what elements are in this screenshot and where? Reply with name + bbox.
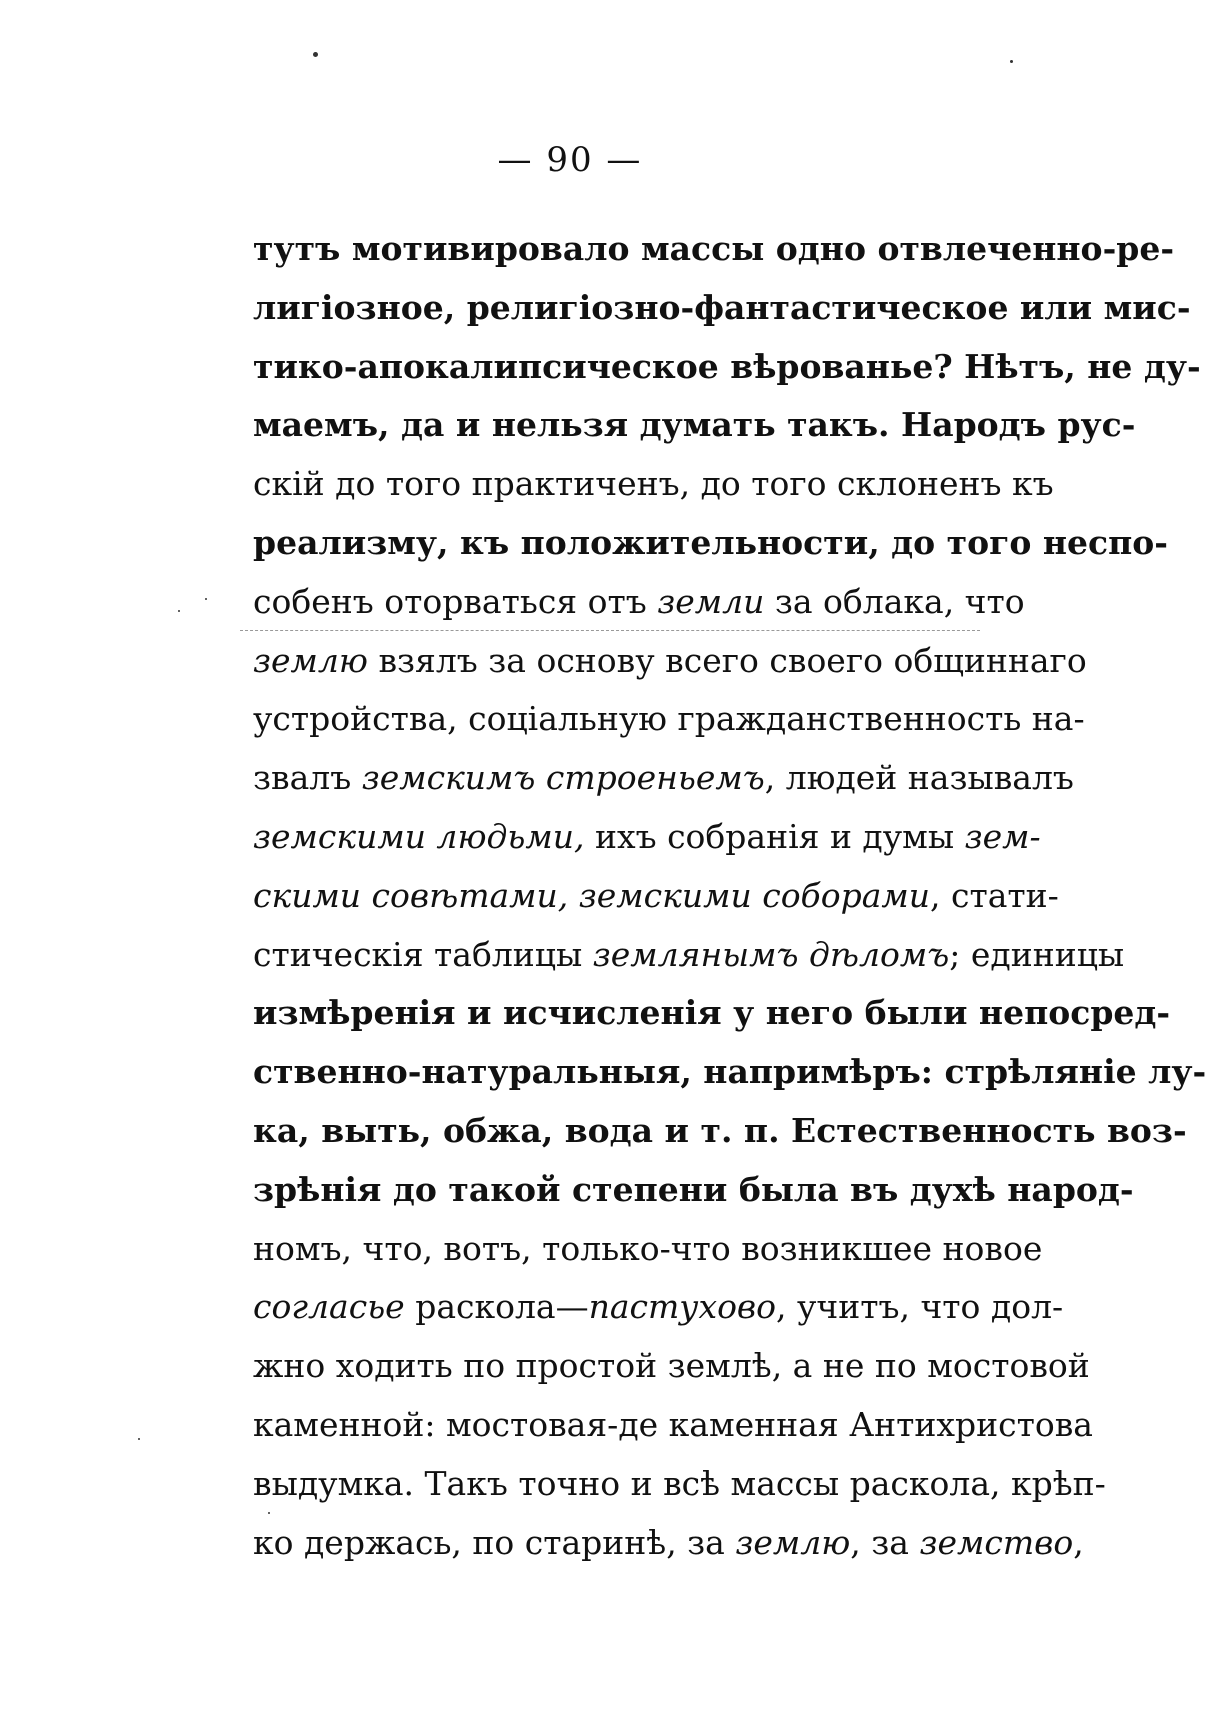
text-segment: тутъ мотивировало массы одно отвлеченно-ре- — [253, 229, 1175, 268]
text-line — [253, 1043, 1206, 1102]
text-segment: за облака, что — [764, 581, 1025, 621]
emphasized-text: скими совѣтами, земскими соборами — [253, 875, 930, 915]
text-segment: раскола— — [404, 1287, 589, 1327]
text-line — [253, 338, 1201, 397]
emphasized-text: зем- — [964, 816, 1041, 856]
text-segment: выдумка. Такъ точно и всѣ массы раскола, крѣп- — [253, 1463, 1106, 1503]
text-line — [253, 455, 1054, 514]
text-line — [253, 632, 1087, 691]
text-segment: маемъ, да и нельзя думать такъ. Народъ рус- — [253, 405, 1136, 445]
text-segment: жно ходить по простой землѣ, а не по мостовой — [253, 1346, 1090, 1386]
text-line — [253, 396, 1136, 455]
text-segment: скій до того практиченъ, до того склоненъ къ — [253, 464, 1054, 504]
text-segment: тико-апокалипсическое вѣрованье? Нѣтъ, не ду- — [253, 346, 1201, 386]
text-segment: зрѣнія до такой степени была въ духѣ народ- — [253, 1169, 1134, 1209]
text-line — [253, 1220, 1043, 1279]
text-line — [253, 926, 1125, 985]
emphasized-text: пастухово — [588, 1287, 777, 1327]
body-text — [253, 220, 1206, 1572]
text-line — [253, 690, 1085, 749]
emphasized-text: земство — [919, 1522, 1074, 1562]
print-speck — [178, 610, 180, 612]
text-line — [253, 1278, 1064, 1337]
text-segment: , людей называлъ — [764, 758, 1074, 798]
text-line — [253, 279, 1191, 338]
text-line — [253, 1514, 1084, 1573]
text-segment: , учитъ, что дол- — [776, 1287, 1064, 1327]
text-segment: ственно-натуральныя, напримѣръ: стрѣляніе лу- — [253, 1052, 1206, 1092]
text-segment: звалъ — [253, 758, 362, 798]
emphasized-text: землянымъ дѣломъ — [592, 934, 950, 974]
text-segment: взялъ за основу всего своего общиннаго — [367, 640, 1087, 680]
text-segment: , — [1073, 1522, 1084, 1562]
text-line — [253, 1337, 1090, 1396]
text-segment: , за — [850, 1522, 920, 1562]
text-segment: ка, выть, обжа, вода и т. п. Естественность воз- — [253, 1110, 1187, 1150]
text-line — [253, 749, 1074, 808]
emphasized-text: земскими людьми, — [253, 816, 585, 856]
text-segment: устройства, соціальную гражданственность на- — [253, 699, 1085, 739]
text-line — [253, 808, 1041, 867]
text-line — [253, 984, 1171, 1043]
emphasized-text: земскимъ строеньемъ — [361, 758, 765, 798]
text-segment: номъ, что, вотъ, только-что возникшее новое — [253, 1228, 1043, 1268]
text-segment: стическія таблицы — [253, 934, 593, 974]
emphasized-text: земли — [657, 581, 765, 621]
text-line — [253, 1102, 1187, 1161]
text-line — [253, 220, 1175, 279]
text-segment: лигіозное, религіозно-фантастическое или мис- — [253, 287, 1191, 327]
print-speck — [1010, 60, 1013, 63]
emphasized-text: согласье — [253, 1287, 405, 1327]
text-line — [253, 514, 1168, 573]
page-number: — 90 — — [497, 140, 643, 180]
print-speck — [138, 1438, 140, 1440]
text-segment: ихъ собранія и думы — [584, 816, 965, 856]
text-segment: ; единицы — [949, 934, 1125, 974]
text-line — [253, 1161, 1134, 1220]
text-segment: , стати- — [929, 875, 1059, 915]
text-segment: реализму, къ положительности, до того неспо- — [253, 522, 1168, 562]
text-line — [253, 867, 1059, 926]
text-line — [253, 1455, 1106, 1514]
text-segment: каменной: мостовая-де каменная Антихристова — [253, 1404, 1093, 1444]
text-segment: измѣренія и исчисленія у него были непосред- — [253, 993, 1171, 1033]
text-segment: собенъ оторваться отъ — [253, 581, 658, 621]
text-line — [253, 573, 1025, 632]
print-speck — [313, 52, 318, 57]
emphasized-text: землю — [735, 1522, 851, 1562]
text-segment: ко держась, по старинѣ, за — [253, 1522, 736, 1562]
emphasized-text: землю — [253, 640, 368, 680]
print-speck — [205, 598, 207, 600]
text-line — [253, 1396, 1093, 1455]
